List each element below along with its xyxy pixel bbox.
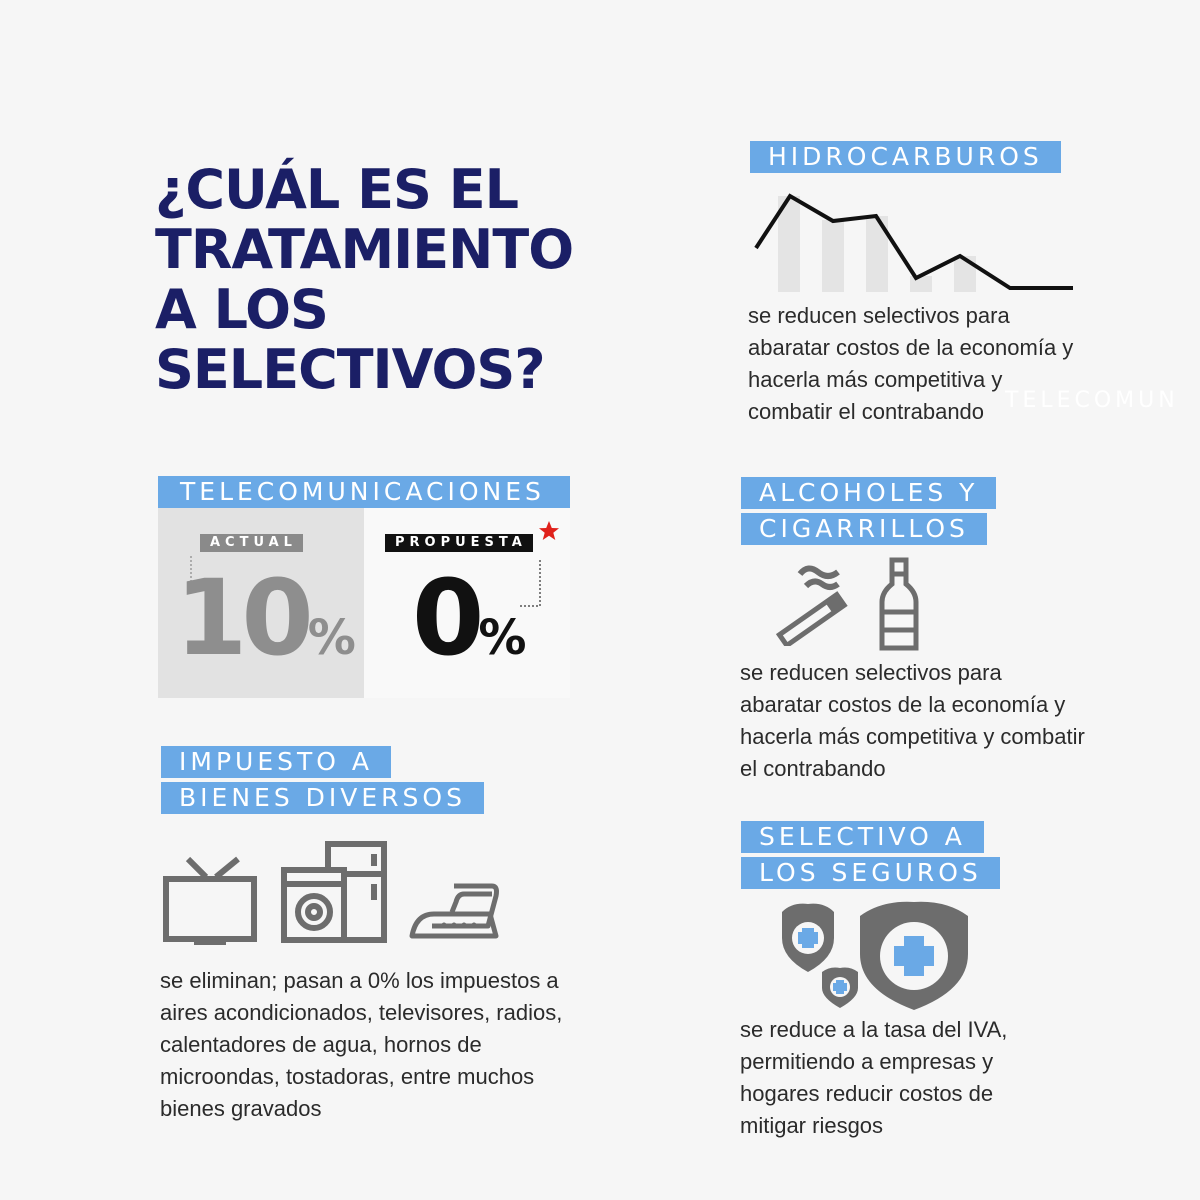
- hidrocarburos-label: HIDROCARBUROS: [750, 141, 1061, 173]
- impuesto-description: se eliminan; pasan a 0% los impuestos a aires acondicionados, televisores, radios, calentadores de agua, hornos de microondas, tostadoras, entre muchos bienes gravados: [160, 968, 563, 1121]
- chart-bar: [910, 276, 932, 292]
- actual-number: 10: [175, 557, 308, 679]
- telecom-header: [158, 476, 570, 508]
- impuesto-label-line1: IMPUESTO A: [161, 746, 391, 778]
- impuesto-header: [161, 746, 484, 818]
- propuesta-value: [412, 557, 527, 690]
- impuesto-label-line2: BIENES DIVERSOS: [161, 782, 484, 814]
- chart-bar: [822, 220, 844, 292]
- actual-value: [175, 557, 356, 690]
- star-icon: [538, 520, 560, 542]
- cigarette-icon: [772, 562, 862, 646]
- propuesta-number: 0: [412, 557, 479, 679]
- seguros-description: se reduce a la tasa del IVA, permitiendo a empresas y hogares reducir costos de mitigar riesgos: [740, 1017, 1008, 1138]
- bottle-icon: [878, 556, 920, 652]
- hidrocarburos-header: [750, 141, 1061, 173]
- seguros-label-line1: SELECTIVO A: [741, 821, 984, 853]
- shield-large: [860, 902, 968, 1010]
- watermark: TELECOMUN: [1005, 388, 1179, 413]
- alcoholes-header: [741, 477, 996, 549]
- line-chart-icon: [748, 186, 1078, 296]
- appliances-icon: [280, 840, 388, 944]
- tv-icon: [160, 855, 260, 947]
- propuesta-unit: %: [478, 610, 527, 666]
- propuesta-badge: PROPUESTA: [385, 534, 533, 552]
- alcoholes-description: se reducen selectivos para abaratar costos de la economía y hacerla más competitiva y combatir el contrabando: [740, 660, 1085, 781]
- chart-line: [756, 196, 1073, 288]
- actual-badge: ACTUAL: [200, 534, 303, 552]
- seguros-header: [741, 821, 1000, 893]
- shield-small-left: [782, 904, 834, 972]
- alcoholes-label-line2: CIGARRILLOS: [741, 513, 987, 545]
- iron-icon: [404, 878, 504, 942]
- actual-unit: %: [307, 610, 356, 666]
- page-title: ¿CUÁL ES EL TRATAMIENTO A LOS SELECTIVOS?: [155, 158, 574, 401]
- shield-tiny: [822, 968, 858, 1009]
- seguros-label-line2: LOS SEGUROS: [741, 857, 1000, 889]
- telecom-label: TELECOMUNICACIONES: [158, 476, 570, 508]
- shield-plus-icon: [770, 898, 980, 1013]
- chart-bars: [778, 196, 976, 292]
- hidrocarburos-description: se reducen selectivos para abaratar costos de la economía y hacerla más competitiva y combatir el contrabando: [748, 303, 1074, 424]
- alcoholes-label-line1: ALCOHOLES Y: [741, 477, 996, 509]
